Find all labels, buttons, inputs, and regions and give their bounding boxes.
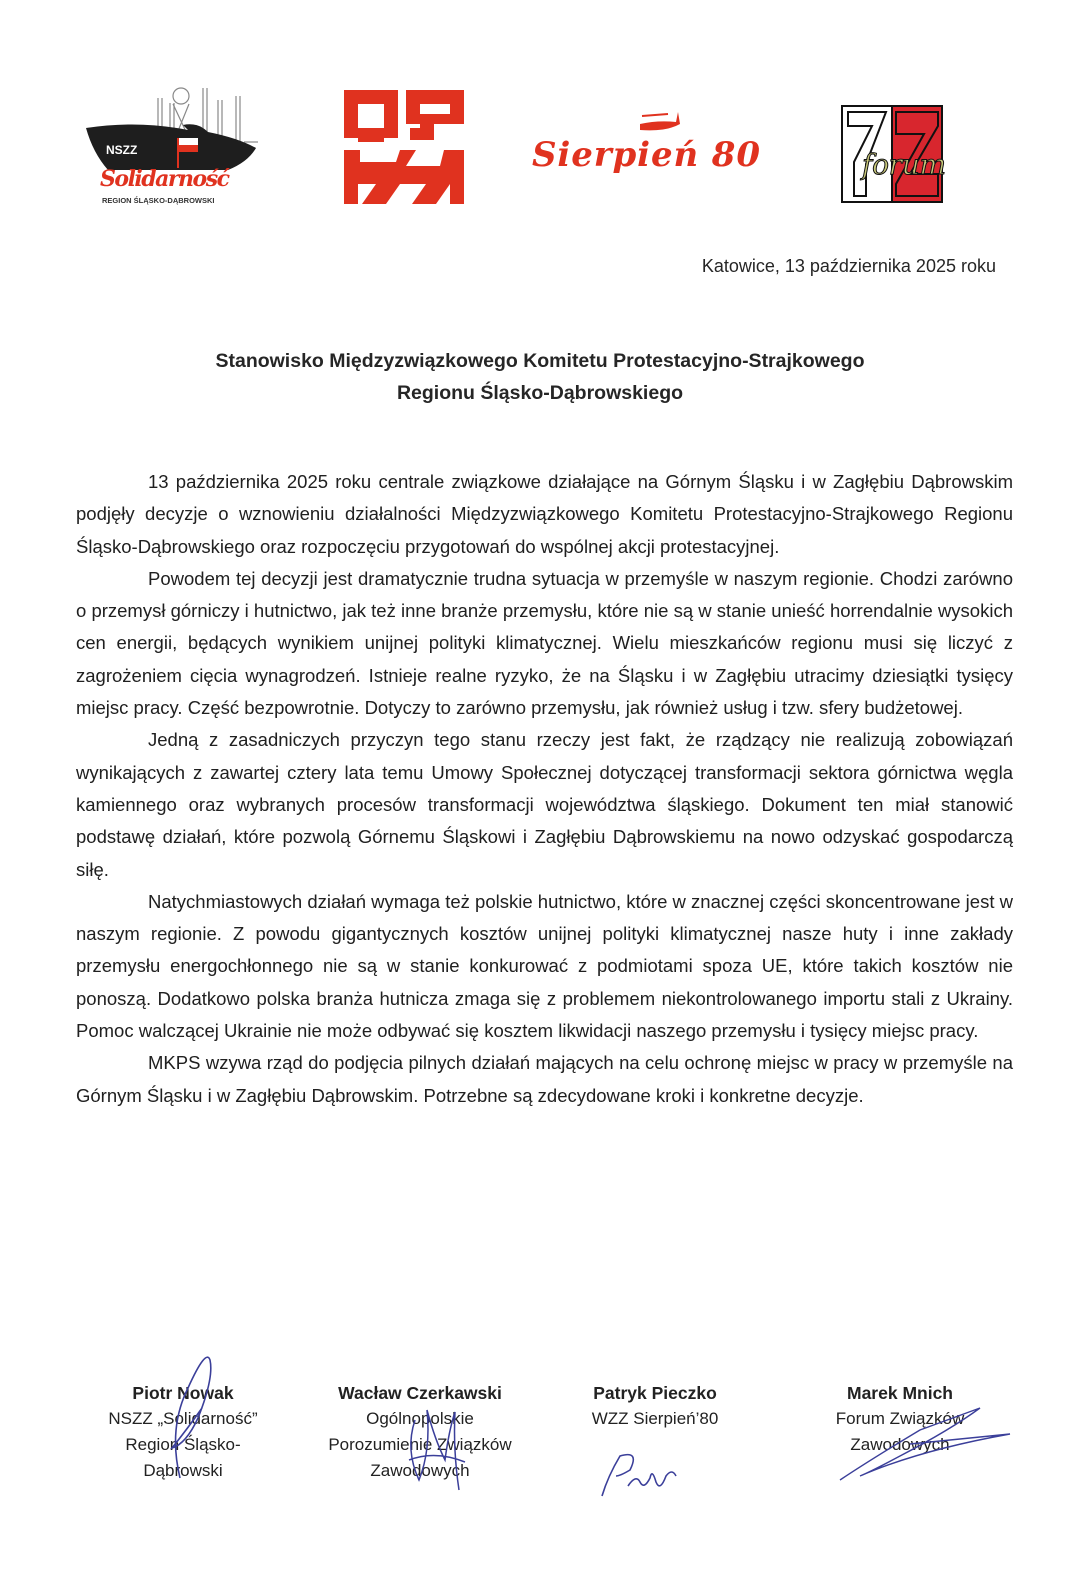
solidarnosc-text: Solidarność xyxy=(100,166,230,192)
signatory-name: Patryk Pieczko xyxy=(593,1383,717,1403)
handwritten-signature xyxy=(590,1446,700,1506)
sierpien-80-logo xyxy=(528,110,773,180)
paragraph: Natychmiastowych działań wymaga też polskie hutnictwo, które w znacznej części skoncentrowane jest w naszym regionie. Z powodu gigantycznych kosztów unijnej polityki klimatycznej nasze huty i inne zakłady przemysłu energochłonnego nie są w stanie konkurować z podmiotami spoza UE, które takich kosztów nie ponoszą. Dodatkowo polska branża hutnicza zmaga się z problemem niekontrolowanego importu stali z Ukrainy. Pomoc walczącej Ukrainie nie może odbywać się kosztem likwidacji naszego przemysłu i tysięcy miejsc pracy. xyxy=(76,890,1013,1042)
sierpien-logo-graphic xyxy=(528,110,773,180)
nszz-text: NSZZ xyxy=(106,143,138,157)
signatory-org-line: Zawodowych xyxy=(850,1435,950,1454)
forum-logo-graphic xyxy=(840,104,952,204)
signatory-org-line: NSZZ „Solidarność” xyxy=(108,1409,258,1428)
paragraph: MKPS wzywa rząd do podjęcia pilnych działań mających na celu ochronę miejsc w pracy w przemyśle na Górnym Śląsku i w Zagłębiu Dąbrowskim. Potrzebne są zdecydowane kroki i konkretne decyzje. xyxy=(76,1052,1013,1106)
document-title-line-1: Stanowisko Międzyzwiązkowego Komitetu Protestacyjno-Strajkowego xyxy=(215,350,865,372)
signatory-org-line: Dąbrowski xyxy=(143,1461,223,1480)
document-title-line-2: Regionu Śląsko-Dąbrowskiego xyxy=(396,382,684,404)
opzz-logo-graphic xyxy=(340,88,470,206)
place-date: Katowice, 13 października 2025 roku xyxy=(701,256,996,276)
signatory-org-line: Porozumienie Związków xyxy=(328,1435,512,1454)
signatory-name: Marek Mnich xyxy=(847,1383,953,1403)
signatory-name: Piotr Nowak xyxy=(132,1383,234,1403)
signatory-org-line: Region Śląsko- xyxy=(125,1435,241,1454)
signatory-block xyxy=(560,1380,750,1432)
paragraph: Jedną z zasadniczych przyczyn tego stanu rzeczy jest fakt, że rządzący nie realizują zobowiązań wynikających z zawartej cztery lata temu Umowy Społecznej dotyczącej transformacji sektora górnictwa węgla kamiennego oraz wybranych procesów transformacji województwa śląskiego. Dokument ten miał stanowić podstawę działań, które pozwolą Górnemu Śląskowi i Zagłębiu Dąbrowskiemu na nowo odzyskać gospodarczą siłę. xyxy=(76,729,1013,880)
signatory-block xyxy=(88,1380,278,1484)
signatory-org-line: WZZ Sierpień’80 xyxy=(591,1409,719,1428)
forum-logo xyxy=(840,104,952,204)
solidarnosc-logo-graphic xyxy=(78,78,268,208)
signatory-org-line: Ogólnopolskie xyxy=(366,1409,474,1428)
forum-text: forum xyxy=(862,148,946,181)
signatory-name: Wacław Czerkawski xyxy=(338,1383,502,1403)
region-text: REGION ŚLĄSKO-DĄBROWSKI xyxy=(102,196,215,205)
solidarnosc-logo xyxy=(78,78,268,208)
paragraph: Powodem tej decyzji jest dramatycznie trudna sytuacja w przemyśle w naszym regionie. Chodzi zarówno o przemysł górniczy i hutnictwo, jak też inne branże przemysłu, które nie są w stanie unieść horrendalnie wysokich cen energii, będących wynikiem unijnej polityki klimatycznej. Wielu mieszkańców regionu musi się liczyć z zagrożeniem cięcia wynagrodzeń. Istnieje realne ryzyko, że na Śląsku i w Zagłębiu utracimy dziesiątki tysięcy miejsc pracy. Część bezpowrotnie. Dotyczy to zarówno przemysłu, jak również usług i tzw. sfery budżetowej. xyxy=(76,567,1013,719)
signatory-block xyxy=(800,1380,1000,1458)
paragraph: 13 października 2025 roku centrale związkowe działające na Górnym Śląsku i w Zagłębiu Dąbrowskim podjęły decyzje o wznowieniu działalności Międzyzwiązkowego Komitetu Protestacyjno-Strajkowego Regionu Śląsko-Dąbrowskiego oraz rozpoczęciu przygotowań do wspólnej akcji protestacyjnej. xyxy=(76,471,1013,557)
signatory-org-line: Forum Związków xyxy=(835,1409,965,1428)
signatory-org-line: Zawodowych xyxy=(370,1461,470,1480)
signatory-block xyxy=(305,1380,535,1484)
opzz-text: OPZZ xyxy=(340,88,343,89)
sierpien-text: Sierpień 80 xyxy=(532,135,760,175)
document-body xyxy=(76,466,1013,1112)
opzz-logo xyxy=(340,88,470,206)
